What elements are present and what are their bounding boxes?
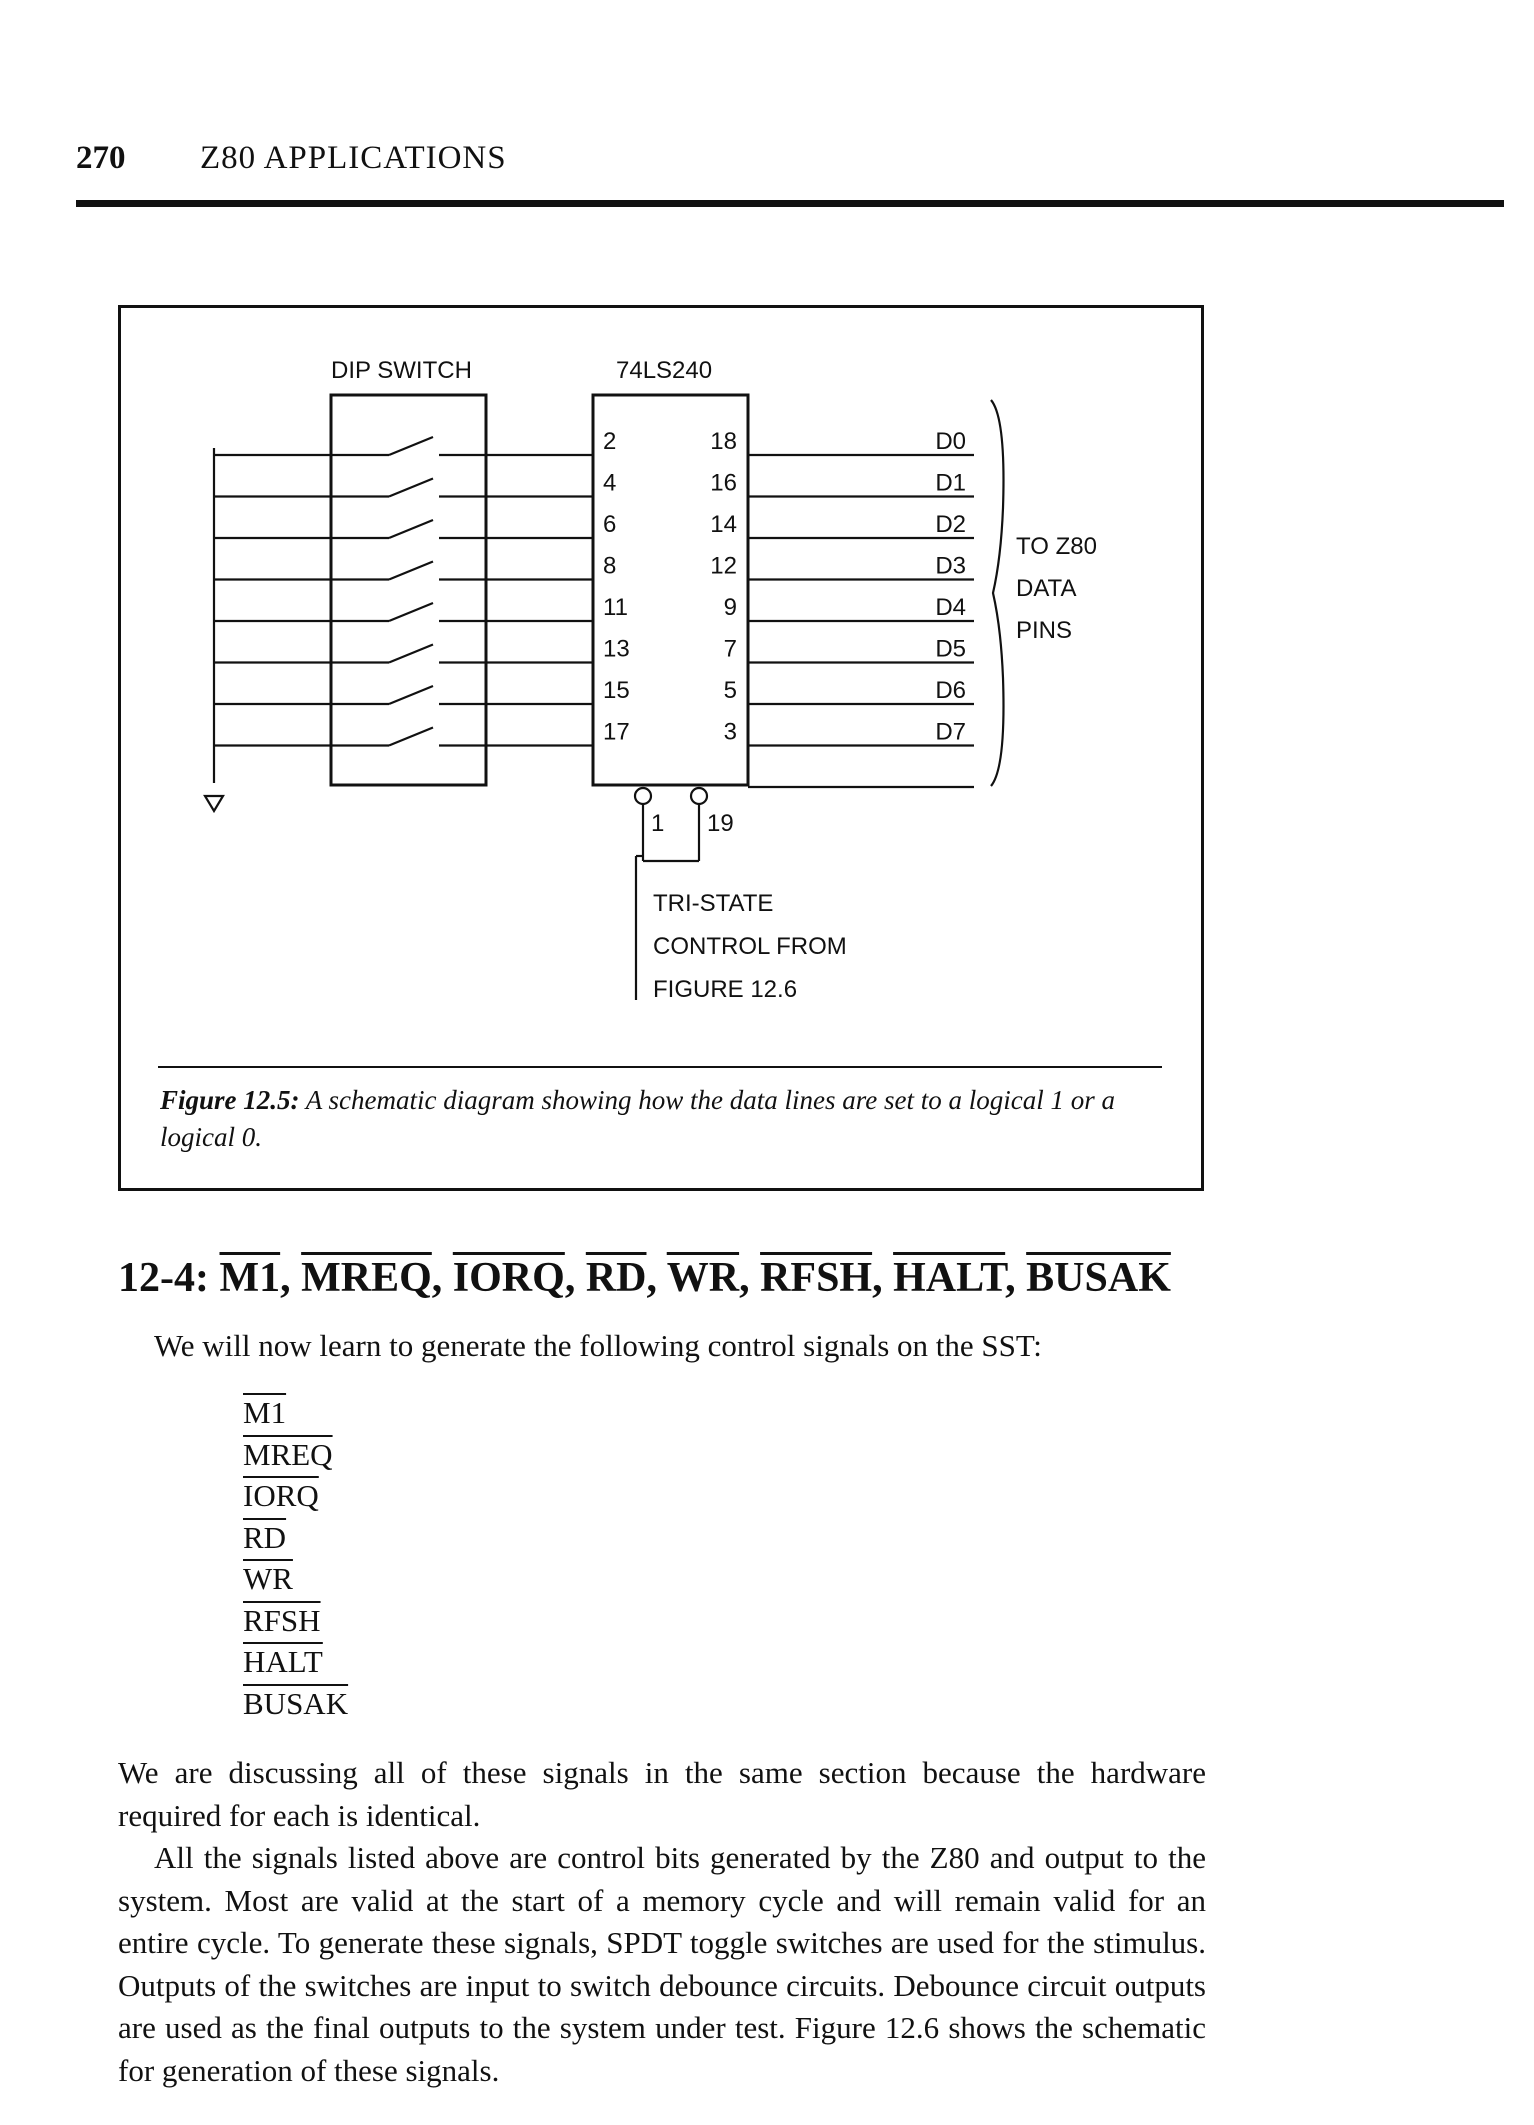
input-pin-label: 2: [603, 428, 617, 455]
control-pin-label: 19: [707, 810, 734, 837]
caption-text: A schematic diagram showing how the data lines are set to a logical 1 or a logical 0.: [160, 1085, 1115, 1152]
list-item: BUSAK: [243, 1685, 349, 1721]
list-item: HALT: [243, 1644, 323, 1679]
brace-label-line: PINS: [1016, 617, 1073, 644]
list-item: $\overline{RD}$: [243, 1519, 287, 1555]
switch-blade-icon: [389, 603, 433, 621]
control-pin-label: 1: [651, 810, 665, 837]
output-pin-label: 5: [723, 677, 737, 704]
chip-label: 74LS240: [616, 357, 713, 384]
input-pin-label: 4: [603, 469, 617, 497]
input-pin-label: 11: [603, 594, 628, 621]
heading-separator: ,: [646, 1255, 667, 1301]
figure-box: [118, 305, 1204, 1191]
output-pin-label: 7: [723, 635, 737, 663]
heading-separator: ,: [872, 1255, 894, 1301]
heading-signal: HALT: [893, 1255, 1006, 1301]
paragraph: We are discussing all of these signals in the same section because the hardware required for each is identical.: [118, 1755, 1206, 1833]
header-rule: [76, 200, 1504, 207]
page-number: 270: [76, 140, 126, 176]
switch-blade-icon: [389, 520, 433, 538]
data-line-label: D6: [935, 677, 966, 704]
heading-separator: ,: [739, 1255, 761, 1301]
input-pin-label: 8: [603, 552, 617, 580]
data-line-label: D1: [935, 469, 966, 497]
input-pin-label: 15: [603, 677, 630, 704]
switch-blade-icon: [389, 562, 433, 580]
output-pin-label: 9: [723, 594, 737, 621]
heading-signal: M1: [219, 1255, 281, 1301]
heading-separator: ,: [431, 1255, 453, 1301]
list-item: IORQ: [243, 1478, 319, 1513]
dip-switch-label: DIP SWITCH: [331, 357, 472, 384]
running-title: Z80 APPLICATIONS: [200, 140, 507, 176]
heading-signal: MREQ: [301, 1255, 432, 1301]
heading-signal: $\overline{RD}$: [585, 1255, 647, 1301]
heading-signal: BUSAK: [1026, 1255, 1171, 1301]
switch-blade-icon: [389, 437, 433, 455]
input-pin-label: 17: [603, 718, 630, 746]
brace-icon: [991, 400, 1004, 786]
data-line-label: D3: [935, 552, 966, 580]
data-line-label: D5: [935, 635, 966, 663]
output-pin-label: 18: [710, 428, 737, 455]
paragraph: All the signals listed above are control bits generated by the Z80 and output to the system. Most are valid at the start of a memory cycle and will remain valid for an entire cycle. To generate these signals, SPDT toggle switches are used for the stimulus. Outputs of the switches are input to switch debounce circuits. Debounce circuit outputs are used as the final outputs to the system under test. Figure 12.6 shows the schematic for generation of these signals.: [118, 1840, 1206, 2088]
figure-caption: [160, 1082, 1172, 1156]
list-item: $\overline{WR}$: [243, 1561, 293, 1596]
output-pin-label: 3: [723, 718, 737, 746]
caption-label: Figure 12.5:: [160, 1085, 300, 1115]
brace-label-line: TO Z80: [1016, 533, 1097, 560]
switch-blade-icon: [389, 645, 433, 663]
data-line-label: D4: [935, 594, 966, 621]
brace-label-line: DATA: [1016, 575, 1077, 602]
data-line-label: D2: [935, 511, 966, 538]
heading-separator: ,: [1005, 1255, 1027, 1301]
section-number: 12-4:: [118, 1255, 209, 1301]
output-pin-label: 16: [710, 469, 737, 497]
output-pin-label: 12: [710, 552, 737, 580]
input-pin-label: 13: [603, 635, 630, 663]
heading-separator: ,: [564, 1255, 586, 1301]
inverter-bubble-icon: [635, 788, 651, 804]
data-line-label: D0: [935, 428, 966, 455]
inverter-bubble-icon: [691, 788, 707, 804]
control-label-line: CONTROL FROM: [653, 933, 847, 960]
switch-blade-icon: [389, 479, 433, 497]
control-label-line: TRI-STATE: [653, 890, 774, 917]
list-item: MREQ: [243, 1436, 333, 1472]
schematic-labels: [603, 428, 1097, 1003]
intro-sentence: We will now learn to generate the following control signals on the SST:: [154, 1328, 1042, 1363]
signal-list: [243, 1392, 348, 1724]
heading-signal: IORQ: [452, 1255, 565, 1301]
output-pin-label: 14: [710, 511, 737, 538]
heading-separator: ,: [280, 1255, 302, 1301]
input-pin-label: 6: [603, 511, 617, 538]
list-item: M1: [243, 1395, 287, 1430]
switch-blade-icon: [389, 686, 433, 704]
data-line-label: D7: [935, 718, 966, 746]
dip-switch-body: [331, 395, 486, 785]
schematic-diagram: [121, 308, 1201, 1068]
switch-blade-icon: [389, 728, 433, 746]
ground-symbol: [205, 796, 223, 811]
list-item: RFSH: [243, 1602, 321, 1638]
heading-signal: $\overline{WR}$: [666, 1255, 740, 1301]
heading-signals: [219, 1255, 1170, 1301]
control-label-line: FIGURE 12.6: [653, 976, 798, 1003]
heading-signal: RFSH: [760, 1255, 873, 1301]
caption-rule: [158, 1066, 1162, 1068]
section-heading: [118, 1254, 1171, 1302]
